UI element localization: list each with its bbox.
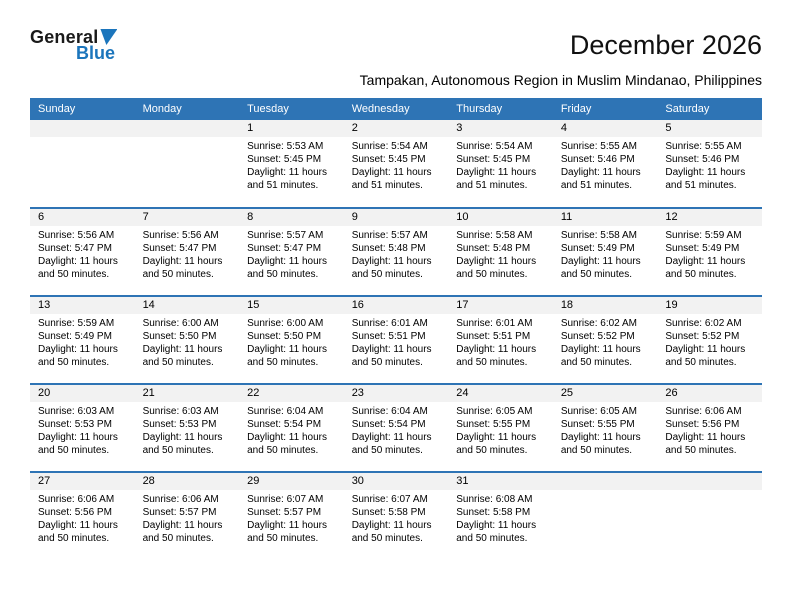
detail-line: Sunset: 5:56 PM (665, 419, 740, 430)
detail-line: Sunset: 5:49 PM (560, 243, 635, 254)
detail-line: and 50 minutes. (142, 533, 214, 544)
day-cell-26 (657, 384, 762, 472)
detail-line: and 50 minutes. (560, 269, 632, 280)
day-number: 26 (657, 385, 762, 402)
page-header (30, 28, 762, 62)
detail-line: Sunset: 5:48 PM (351, 243, 426, 254)
day-cell-31 (448, 472, 553, 560)
day-details (30, 314, 135, 369)
detail-line: Daylight: 11 hours (38, 256, 118, 267)
detail-line: Sunset: 5:45 PM (456, 154, 531, 165)
calendar-body (30, 120, 762, 560)
day-details (344, 226, 449, 281)
detail-line: Sunrise: 6:00 AM (142, 318, 219, 329)
day-number: 23 (344, 385, 449, 402)
day-cell-empty (30, 120, 135, 208)
detail-line: Sunset: 5:54 PM (247, 419, 322, 430)
detail-line: and 51 minutes. (247, 180, 319, 191)
detail-line: and 50 minutes. (456, 269, 528, 280)
day-details (448, 226, 553, 281)
day-cell-2 (344, 120, 449, 208)
day-cell-24 (448, 384, 553, 472)
day-details (239, 490, 344, 545)
day-details (30, 137, 135, 140)
detail-line: Daylight: 11 hours (665, 432, 746, 443)
day-cell-9 (344, 208, 449, 296)
detail-line: Sunset: 5:52 PM (560, 331, 635, 342)
day-details (239, 226, 344, 281)
day-details (344, 137, 449, 192)
day-cell-18 (553, 296, 658, 384)
day-number: 10 (448, 209, 553, 226)
detail-line: Sunrise: 5:59 AM (665, 230, 742, 241)
week-row (30, 472, 762, 560)
detail-line: Daylight: 11 hours (456, 167, 537, 178)
detail-line: and 50 minutes. (247, 445, 319, 456)
day-number (135, 120, 240, 137)
detail-line: Sunrise: 6:00 AM (247, 318, 324, 329)
day-cell-15 (239, 296, 344, 384)
detail-line: Sunset: 5:47 PM (38, 243, 112, 254)
day-cell-30 (344, 472, 449, 560)
day-number: 11 (553, 209, 658, 226)
detail-line: Sunset: 5:50 PM (142, 331, 217, 342)
day-number: 13 (30, 297, 135, 314)
day-cell-25 (553, 384, 658, 472)
detail-line: and 50 minutes. (38, 269, 110, 280)
detail-line: and 50 minutes. (351, 445, 423, 456)
detail-line: Sunrise: 6:05 AM (560, 406, 637, 417)
detail-line: Daylight: 11 hours (38, 432, 118, 443)
day-number: 8 (239, 209, 344, 226)
day-number (30, 120, 135, 137)
day-number: 19 (657, 297, 762, 314)
detail-line: and 50 minutes. (247, 533, 319, 544)
month-title: December 2026 (569, 30, 762, 60)
day-number: 5 (657, 120, 762, 137)
detail-line: Sunrise: 5:57 AM (351, 230, 428, 241)
detail-line: Sunrise: 6:02 AM (560, 318, 637, 329)
day-details (657, 226, 762, 281)
weekday-header-sunday: Sunday (30, 98, 135, 120)
detail-line: Daylight: 11 hours (351, 432, 432, 443)
day-details (553, 314, 658, 369)
detail-line: Daylight: 11 hours (665, 167, 746, 178)
day-number: 2 (344, 120, 449, 137)
detail-line: Daylight: 11 hours (247, 520, 327, 531)
detail-line: Sunset: 5:47 PM (142, 243, 217, 254)
day-cell-1 (239, 120, 344, 208)
day-details (344, 314, 449, 369)
detail-line: Daylight: 11 hours (247, 432, 327, 443)
detail-line: Sunrise: 5:58 AM (456, 230, 533, 241)
day-number: 24 (448, 385, 553, 402)
detail-line: Daylight: 11 hours (456, 432, 537, 443)
day-cell-empty (657, 472, 762, 560)
detail-line: Sunrise: 6:07 AM (247, 494, 324, 505)
detail-line: and 51 minutes. (560, 180, 632, 191)
day-details (135, 226, 240, 281)
day-cell-empty (135, 120, 240, 208)
day-cell-empty (553, 472, 658, 560)
day-details (553, 490, 658, 493)
detail-line: Sunrise: 6:06 AM (665, 406, 742, 417)
detail-line: Daylight: 11 hours (351, 256, 432, 267)
detail-line: Sunset: 5:54 PM (351, 419, 426, 430)
detail-line: and 50 minutes. (665, 445, 737, 456)
detail-line: Sunrise: 5:55 AM (560, 141, 637, 152)
detail-line: Sunset: 5:55 PM (560, 419, 635, 430)
detail-line: and 50 minutes. (142, 269, 214, 280)
day-number: 29 (239, 473, 344, 490)
weekday-header-thursday: Thursday (448, 98, 553, 120)
detail-line: Sunset: 5:55 PM (456, 419, 531, 430)
day-cell-27 (30, 472, 135, 560)
detail-line: Sunset: 5:45 PM (247, 154, 322, 165)
day-details (657, 314, 762, 369)
day-number: 22 (239, 385, 344, 402)
detail-line: Sunrise: 6:08 AM (456, 494, 533, 505)
detail-line: Sunset: 5:48 PM (456, 243, 531, 254)
day-cell-14 (135, 296, 240, 384)
calendar-weekday-header (30, 98, 762, 120)
day-details (657, 402, 762, 457)
weekday-header-friday: Friday (553, 98, 658, 120)
day-number: 12 (657, 209, 762, 226)
day-cell-16 (344, 296, 449, 384)
day-number (657, 473, 762, 490)
detail-line: Daylight: 11 hours (560, 167, 641, 178)
detail-line: Sunrise: 5:54 AM (456, 141, 533, 152)
detail-line: and 50 minutes. (351, 269, 423, 280)
detail-line: Daylight: 11 hours (142, 432, 223, 443)
detail-line: Sunset: 5:45 PM (351, 154, 426, 165)
detail-line: Daylight: 11 hours (665, 256, 746, 267)
detail-line: and 50 minutes. (351, 533, 423, 544)
day-number: 21 (135, 385, 240, 402)
day-details (448, 402, 553, 457)
detail-line: Daylight: 11 hours (247, 167, 327, 178)
day-cell-29 (239, 472, 344, 560)
day-number: 14 (135, 297, 240, 314)
day-details (135, 402, 240, 457)
week-row (30, 296, 762, 384)
calendar-table (30, 98, 762, 560)
day-number: 16 (344, 297, 449, 314)
detail-line: Sunrise: 5:57 AM (247, 230, 324, 241)
detail-line: and 50 minutes. (456, 357, 528, 368)
day-cell-6 (30, 208, 135, 296)
day-details (553, 402, 658, 457)
day-details (30, 490, 135, 545)
detail-line: Sunrise: 6:01 AM (456, 318, 533, 329)
detail-line: and 51 minutes. (665, 180, 737, 191)
day-number: 30 (344, 473, 449, 490)
detail-line: Daylight: 11 hours (456, 520, 537, 531)
day-cell-12 (657, 208, 762, 296)
day-number: 18 (553, 297, 658, 314)
detail-line: Sunrise: 5:56 AM (38, 230, 115, 241)
detail-line: Sunset: 5:57 PM (142, 507, 217, 518)
detail-line: Sunset: 5:46 PM (665, 154, 740, 165)
detail-line: Sunset: 5:58 PM (456, 507, 531, 518)
detail-line: Daylight: 11 hours (247, 344, 327, 355)
day-details (135, 137, 240, 140)
detail-line: Sunset: 5:53 PM (142, 419, 217, 430)
day-cell-17 (448, 296, 553, 384)
day-number: 6 (30, 209, 135, 226)
day-number: 25 (553, 385, 658, 402)
day-details (657, 490, 762, 493)
day-cell-22 (239, 384, 344, 472)
detail-line: Daylight: 11 hours (351, 520, 432, 531)
detail-line: and 50 minutes. (142, 357, 214, 368)
weekday-header-wednesday: Wednesday (344, 98, 449, 120)
day-details (657, 137, 762, 192)
detail-line: Daylight: 11 hours (247, 256, 327, 267)
detail-line: Sunrise: 6:04 AM (351, 406, 428, 417)
detail-line: Daylight: 11 hours (456, 344, 537, 355)
day-details (448, 490, 553, 545)
day-number: 9 (344, 209, 449, 226)
day-number: 17 (448, 297, 553, 314)
detail-line: and 50 minutes. (351, 357, 423, 368)
detail-line: Sunset: 5:56 PM (38, 507, 112, 518)
detail-line: Sunrise: 5:53 AM (247, 141, 324, 152)
day-number: 28 (135, 473, 240, 490)
detail-line: and 50 minutes. (38, 445, 110, 456)
detail-line: and 50 minutes. (247, 269, 319, 280)
detail-line: and 50 minutes. (665, 357, 737, 368)
day-number: 20 (30, 385, 135, 402)
detail-line: Daylight: 11 hours (142, 256, 223, 267)
detail-line: Sunset: 5:50 PM (247, 331, 322, 342)
detail-line: Sunrise: 6:06 AM (38, 494, 115, 505)
detail-line: Daylight: 11 hours (351, 167, 432, 178)
day-details (239, 137, 344, 192)
detail-line: Daylight: 11 hours (351, 344, 432, 355)
detail-line: and 51 minutes. (456, 180, 528, 191)
location-subtitle: Tampakan, Autonomous Region in Muslim Mindanao, Philippines (359, 72, 762, 88)
day-number: 31 (448, 473, 553, 490)
detail-line: Sunrise: 6:04 AM (247, 406, 324, 417)
logo-text-general: General (30, 27, 99, 47)
day-cell-10 (448, 208, 553, 296)
detail-line: Sunset: 5:53 PM (38, 419, 112, 430)
detail-line: Daylight: 11 hours (142, 520, 223, 531)
day-details (135, 314, 240, 369)
detail-line: Sunrise: 6:06 AM (142, 494, 219, 505)
day-cell-11 (553, 208, 658, 296)
detail-line: Daylight: 11 hours (38, 344, 118, 355)
detail-line: Daylight: 11 hours (38, 520, 118, 531)
day-cell-13 (30, 296, 135, 384)
detail-line: Daylight: 11 hours (560, 432, 641, 443)
detail-line: and 50 minutes. (247, 357, 319, 368)
detail-line: Daylight: 11 hours (456, 256, 537, 267)
day-details (239, 402, 344, 457)
detail-line: and 50 minutes. (560, 357, 632, 368)
detail-line: Sunset: 5:52 PM (665, 331, 740, 342)
detail-line: Sunrise: 5:59 AM (38, 318, 115, 329)
day-cell-7 (135, 208, 240, 296)
detail-line: Sunrise: 6:03 AM (38, 406, 115, 417)
detail-line: and 50 minutes. (665, 269, 737, 280)
general-blue-logo (30, 28, 117, 62)
detail-line: Daylight: 11 hours (142, 344, 223, 355)
detail-line: Daylight: 11 hours (560, 344, 641, 355)
detail-line: Sunrise: 5:55 AM (665, 141, 742, 152)
day-details (135, 490, 240, 545)
day-cell-8 (239, 208, 344, 296)
day-cell-3 (448, 120, 553, 208)
week-row (30, 120, 762, 208)
detail-line: and 50 minutes. (456, 445, 528, 456)
detail-line: Sunset: 5:46 PM (560, 154, 635, 165)
day-details (344, 402, 449, 457)
day-cell-28 (135, 472, 240, 560)
weekday-header-row (30, 98, 762, 120)
day-details (30, 226, 135, 281)
detail-line: Sunrise: 5:54 AM (351, 141, 428, 152)
detail-line: Sunset: 5:57 PM (247, 507, 322, 518)
detail-line: and 51 minutes. (351, 180, 423, 191)
day-details (344, 490, 449, 545)
week-row (30, 384, 762, 472)
detail-line: Sunrise: 6:07 AM (351, 494, 428, 505)
detail-line: Sunrise: 5:56 AM (142, 230, 219, 241)
day-details (553, 137, 658, 192)
week-row (30, 208, 762, 296)
detail-line: Sunrise: 6:03 AM (142, 406, 219, 417)
day-cell-4 (553, 120, 658, 208)
detail-line: Sunrise: 6:05 AM (456, 406, 533, 417)
day-cell-5 (657, 120, 762, 208)
day-details (448, 137, 553, 192)
day-cell-20 (30, 384, 135, 472)
day-cell-23 (344, 384, 449, 472)
detail-line: Sunrise: 5:58 AM (560, 230, 637, 241)
detail-line: Sunrise: 6:02 AM (665, 318, 742, 329)
day-number: 27 (30, 473, 135, 490)
logo-text-blue: Blue (76, 43, 116, 63)
detail-line: and 50 minutes. (38, 357, 110, 368)
detail-line: Sunset: 5:49 PM (665, 243, 740, 254)
day-details (239, 314, 344, 369)
detail-line: Sunset: 5:47 PM (247, 243, 322, 254)
detail-line: Sunrise: 6:01 AM (351, 318, 428, 329)
detail-line: and 50 minutes. (38, 533, 110, 544)
detail-line: Sunset: 5:49 PM (38, 331, 112, 342)
day-number: 1 (239, 120, 344, 137)
detail-line: Sunset: 5:51 PM (351, 331, 426, 342)
day-details (553, 226, 658, 281)
day-cell-21 (135, 384, 240, 472)
detail-line: and 50 minutes. (142, 445, 214, 456)
day-number: 7 (135, 209, 240, 226)
day-cell-19 (657, 296, 762, 384)
detail-line: and 50 minutes. (560, 445, 632, 456)
detail-line: and 50 minutes. (456, 533, 528, 544)
day-details (30, 402, 135, 457)
weekday-header-saturday: Saturday (657, 98, 762, 120)
detail-line: Sunset: 5:51 PM (456, 331, 531, 342)
weekday-header-tuesday: Tuesday (239, 98, 344, 120)
day-number: 4 (553, 120, 658, 137)
day-details (448, 314, 553, 369)
detail-line: Daylight: 11 hours (665, 344, 746, 355)
detail-line: Sunset: 5:58 PM (351, 507, 426, 518)
day-number: 3 (448, 120, 553, 137)
day-number: 15 (239, 297, 344, 314)
detail-line: Daylight: 11 hours (560, 256, 641, 267)
weekday-header-monday: Monday (135, 98, 240, 120)
day-number (553, 473, 658, 490)
